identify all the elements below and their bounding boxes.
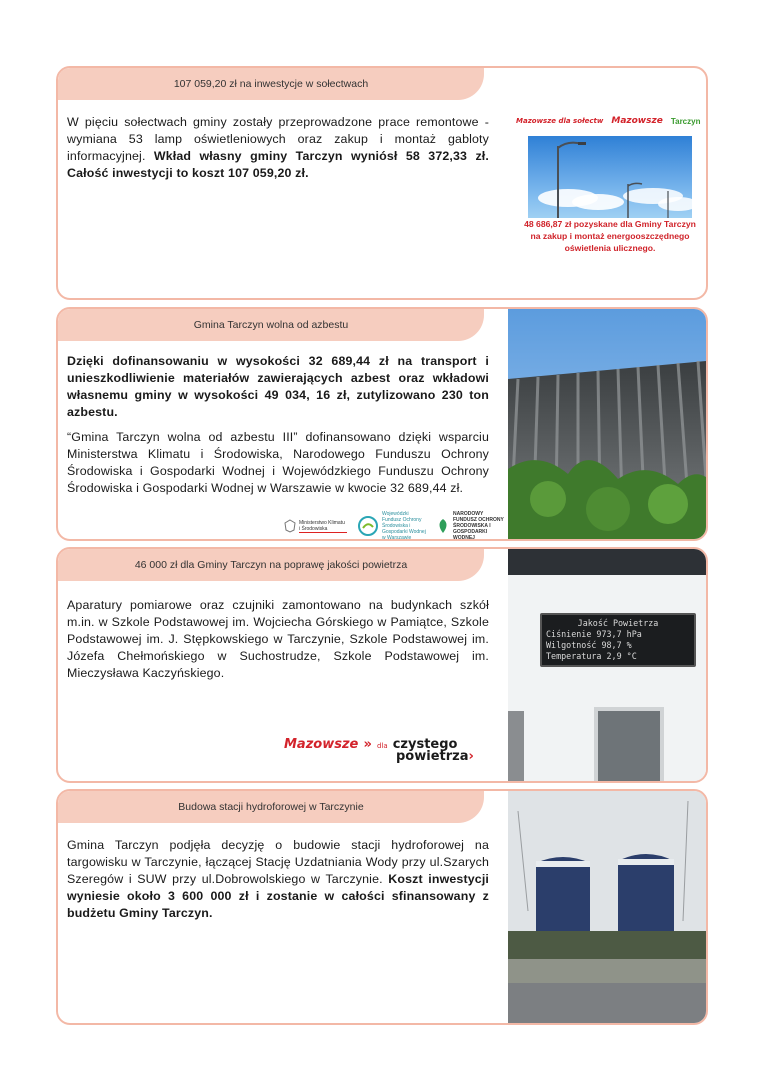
tanks-illustration (508, 791, 706, 1023)
logo-tarczyn: Tarczyn (670, 116, 701, 126)
section-title-tab: Gmina Tarczyn wolna od azbestu (58, 309, 484, 341)
window-left (508, 711, 524, 781)
body-bold-text: Dzięki dofinansowaniu w wysokości 32 689,44 zł na transport i unieszkodliwienie materiałów zawierających azbest oraz wkładowi własnemu gminy w wysokości 49 034, 16 zł, zutylizowano 230 ton azbestu. (67, 354, 489, 419)
logo-mazowsze-solectw: Mazowsze dla sołectw (516, 117, 604, 125)
section-card-hydrophore (56, 789, 708, 1025)
section-card-asbestos (56, 307, 708, 541)
street-lamps-illustration (528, 136, 692, 218)
logo-ministry: Ministerstwo Klimatu i Środowiska (284, 519, 347, 533)
hydrophore-station-photo (508, 791, 706, 1023)
body-normal-text: “Gmina Tarczyn wolna od azbestu III” dofinansowano dzięki wsparciu Ministerstwa Klimatu i Środowiska, Narodowego Funduszu Ochrony Środowiska i Gospodarki Wodnej i Wojewódzkiego Funduszu Ochrony Środowiska i Gospodarki Wodnej w Warszawie w kwocie 32 689,44 zł. (67, 430, 489, 495)
logos-row (516, 112, 706, 130)
wfos-circle-icon (357, 515, 379, 537)
logo-mazowsze: Mazowsze (611, 116, 663, 126)
section-title-tab: Budowa stacji hydroforowej w Tarczynie (58, 791, 484, 823)
section-card-air-quality (56, 547, 708, 783)
section-card-investments (56, 66, 708, 300)
nfos-leaf-icon (436, 518, 450, 534)
section-title-tab: 46 000 zł dla Gminy Tarczyn na poprawę jakości powietrza (58, 549, 484, 581)
double-chevron-icon: » (363, 737, 372, 752)
body-normal-text: Gmina Tarczyn podjęła decyzję o budowie stacji hydroforowej na targowisku w Tarczynie, łączącej Stację Uzdatniania Wody przy ul.Szarych Szeregów i SUW przy ul.Dobrowolskiego w Tarczynie. (67, 838, 489, 886)
logo-mazowsze-czystego-powietrza: Mazowsze » dla czystego powietrza› (284, 737, 474, 764)
section-body (67, 114, 489, 182)
roof-illustration (508, 309, 706, 539)
logo-wfosigw: Wojewódzki Fundusz Ochrony Środowiska i Gospodarki Wodnej w Warszawie (357, 511, 426, 541)
body-bold-text: Wkład własny gminy Tarczyn wyniósł 58 372,33 zł. Całość inwestycji to koszt 107 059,20 zł. (67, 149, 489, 180)
asbestos-roof-photo (508, 309, 706, 539)
body-normal-text: W pięciu sołectwach gminy zostały przeprowadzone prace remontowe - wymiana 53 lamp oświetleniowych oraz zakup i montaż gabloty informacyjnej. (67, 115, 489, 163)
section-title-tab: 107 059,20 zł na inwestycje w sołectwach (58, 68, 484, 100)
body-bold-text: Koszt inwestycji wyniesie około 3 600 000 zł i zostanie w całości sfinansowany z budżetu Gminy Tarczyn. (67, 872, 490, 920)
eagle-emblem-icon (284, 519, 296, 533)
funders-logos (284, 511, 507, 541)
air-quality-display-photo (508, 549, 706, 781)
window-right (594, 707, 664, 781)
chevron-right-icon: › (468, 749, 474, 764)
body-normal-text: Aparatury pomiarowe oraz czujniki zamontowano na budynkach szkół m.in. w Szkole Podstawowej im. Wojciecha Górskiego w Pamiątce, Szkole Podstawowej im. J. Stępkowskiego w Tarczynie, Szkole Podstawowej im. Józefa Chełmońskiego w Suchostrudze, Szkole Podstawowej im. Mieczysława Kaczyńskiego. (67, 598, 489, 680)
section-body (67, 837, 489, 922)
image-caption: 48 686,87 zł pozyskane dla Gminy Tarczyn na zakup i montaż energooszczędnego oświetlenia ulicznego. (524, 219, 696, 253)
street-lamps-image (528, 136, 692, 218)
logo-nfosigw: NARODOWY FUNDUSZ OCHRONY ŚRODOWISKA I GOSPODARKI WODNEJ (436, 511, 507, 541)
air-quality-display: Jakość Powietrza Ciśnienie 973,7 hPa Wilgotność 98,7 % Temperatura 2,9 °C (540, 613, 696, 667)
